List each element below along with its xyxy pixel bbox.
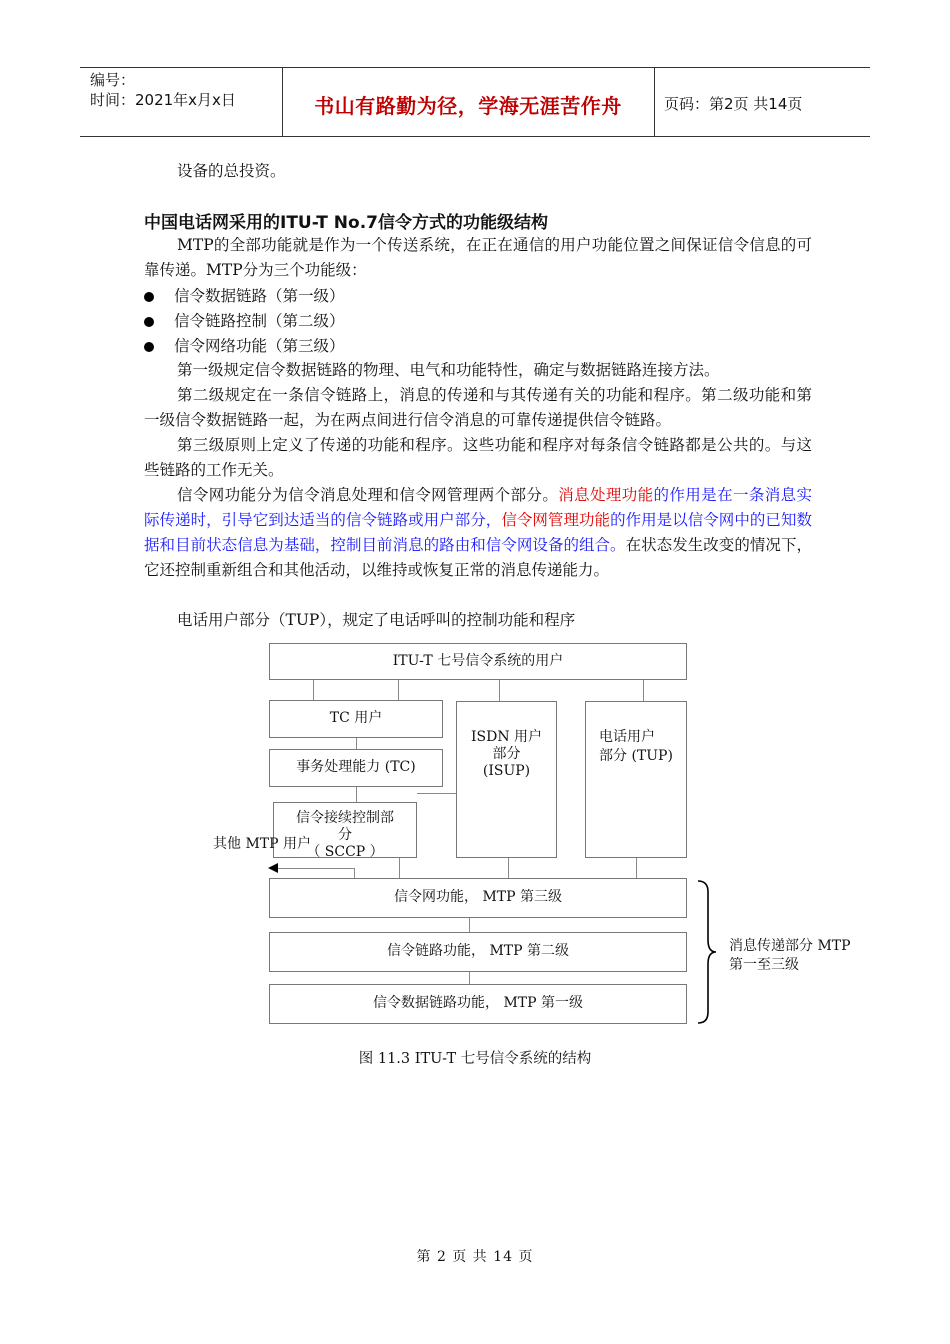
arrow-left-icon <box>268 863 278 873</box>
tc-box: 事务处理能力 (TC) <box>269 749 443 787</box>
paragraph: 信令网功能分为信令消息处理和信令网管理两个部分。消息处理功能的作用是在一条消息实际传递时，引导它到达适当的信令链路或用户部分，信令网管理功能的作用是以信令网中的已知数据和目前状态信息为基础，控制目前消息的路由和信令网设备的组合。在状态发生改变的情况下，它还控制重新组合和其他活动，以维持或恢复正常的消息传递能力。 <box>144 486 812 579</box>
isup-box: ISDN 用户 部分 (ISUP) <box>456 701 557 858</box>
users-box: ITU-T 七号信令系统的用户 <box>269 643 687 680</box>
other-mtp-users-label: 其他 MTP 用户 <box>213 836 311 852</box>
connector <box>636 858 637 878</box>
connector <box>417 793 457 794</box>
tc-user-box: TC 用户 <box>269 700 443 738</box>
brace-icon <box>694 878 720 1026</box>
connector <box>313 680 314 700</box>
bullet-item: 信令链路控制（第二级） <box>144 309 345 331</box>
bullet-icon <box>144 342 154 352</box>
connector <box>469 972 470 984</box>
highlight-red: 消息处理功能 <box>558 486 654 504</box>
header-divider <box>654 68 655 136</box>
paragraph: 第三级原则上定义了传递的功能和程序。这些功能和程序对每条信令链路都是公共的。与这些链路的工作无关。 <box>144 436 812 479</box>
mtp-level1-box: 信令数据链路功能， MTP 第一级 <box>269 984 687 1024</box>
header-meta <box>90 70 236 110</box>
mtp-level2-box: 信令链路功能， MTP 第二级 <box>269 932 687 972</box>
header-time: 时间：2021年x月x日 <box>90 91 236 109</box>
header-motto: 书山有路勤为径，学海无涯苦作舟 <box>314 94 622 118</box>
figure-caption: 图 11.3 ITU-T 七号信令系统的结构 <box>358 1051 592 1067</box>
arrow-line <box>278 868 354 869</box>
highlight-red: 信令网管理功能 <box>501 511 611 529</box>
sccp-box: 信令接续控制部 分 （ SCCP ） <box>273 802 417 858</box>
bullet-icon <box>144 317 154 327</box>
tup-box: 电话用户 部分 (TUP) <box>585 701 687 858</box>
page-header <box>80 67 870 137</box>
section-heading: 中国电话网采用的ITU-T No.7信令方式的功能级结构 <box>144 213 548 233</box>
mtp-brace-label: 消息传递部分 MTP 第一至三级 <box>729 938 851 973</box>
connector <box>499 680 500 701</box>
arrow-line <box>354 868 355 878</box>
highlight-blue: 的作用是以信令网中的已知数据和目前状态信息为基础，控制目前消息的路由和信令网设备的组合。 <box>144 511 812 554</box>
connector <box>643 680 644 701</box>
mtp-level3-box: 信令网功能， MTP 第三级 <box>269 878 687 918</box>
bullet-item: 信令数据链路（第一级） <box>144 284 345 306</box>
connector <box>399 858 400 878</box>
connector <box>356 738 357 749</box>
page-footer: 第 2 页 共 14 页 <box>416 1249 534 1265</box>
connector <box>508 858 509 878</box>
header-number: 编号： <box>90 71 136 89</box>
body-line: 设备的总投资。 <box>177 162 286 180</box>
connector <box>469 918 470 932</box>
paragraph: MTP的全部功能就是作为一个传送系统，在正在通信的用户功能位置之间保证信令信息的可靠传递。MTP分为三个功能级： <box>144 236 812 279</box>
connector <box>356 787 357 802</box>
highlight-blue: 的作用是在一条消息实际传递时，引导它到达适当的信令链路或用户部分， <box>144 486 812 529</box>
paragraph: 第一级规定信令数据链路的物理、电气和功能特性，确定与数据链路连接方法。 <box>177 361 720 379</box>
paragraph: 第二级规定在一条信令链路上，消息的传递和与其传递有关的功能和程序。第二级功能和第一级信令数据链路一起，为在两点间进行信令消息的可靠传递提供信令链路。 <box>144 386 812 429</box>
connector <box>398 680 399 700</box>
bullet-item: 信令网络功能（第三级） <box>144 334 345 356</box>
header-page-info: 页码：第2页 共14页 <box>664 95 803 113</box>
paragraph: 电话用户部分（TUP），规定了电话呼叫的控制功能和程序 <box>177 611 576 629</box>
bullet-icon <box>144 292 154 302</box>
